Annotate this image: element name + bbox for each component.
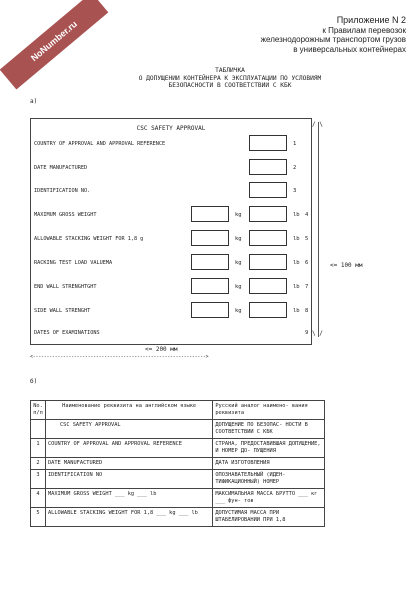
table-row	[31, 470, 325, 489]
plate-row-label: ALLOWABLE STACKING WEIGHT FOR 1,8 g	[34, 236, 144, 242]
plate-kg-box	[191, 302, 229, 318]
cell-en: ALLOWABLE STACKING WEIGHT FOR 1,8 ___ kg ___ lb	[45, 508, 212, 527]
cell-ru: ДАТА ИЗГОТОВЛЕНИЯ	[213, 458, 325, 470]
plate-heading: CSC SAFETY APPROVAL	[136, 125, 206, 132]
cell-en: DATE MANUFACTURED	[45, 458, 212, 470]
lb-unit: lb	[293, 308, 300, 314]
table-header-row	[31, 401, 325, 420]
plate-row-number: 7	[305, 284, 309, 290]
plate-lb-box	[249, 206, 287, 222]
plate-row-number: 1	[293, 141, 297, 147]
width-dimension-arrow: <--------------------------------------------------------------->	[30, 354, 209, 360]
cell-ru: ДОПУЩЕНИЕ ПО БЕЗОПАС- НОСТИ В СООТВЕТСТВИИ С КБК	[213, 420, 325, 439]
plate-row-label: SIDE WALL STRENGHT	[34, 308, 91, 314]
appendix-line: в универсальных контейнерах	[293, 44, 406, 54]
plate-row-number: 4	[305, 212, 309, 218]
title-line: О ДОПУЩЕНИИ КОНТЕЙНЕРА К ЭКСПЛУАТАЦИИ ПО УСЛОВИЯМ	[138, 74, 322, 82]
plate-row-label: IDENTIFICATION NO.	[34, 188, 91, 194]
document-title	[40, 67, 420, 90]
plate-row-label: RACKING TEST LOAD VALUEMA	[34, 260, 113, 266]
plate-row-number: 8	[305, 308, 309, 314]
section-a-label: а)	[30, 98, 38, 105]
cell-en: COUNTRY OF APPROVAL AND APPROVAL REFERENCE	[45, 439, 212, 458]
plate-lb-box	[249, 278, 287, 294]
plate-value-box	[249, 182, 287, 198]
plate-kg-box	[191, 206, 229, 222]
corner-mark-top: / \	[312, 121, 323, 128]
plate-lb-box	[249, 302, 287, 318]
table-row	[31, 420, 325, 439]
kg-unit: kg	[235, 236, 242, 242]
plate-row-label: MAXIMUM GROSS WEIGHT	[34, 212, 97, 218]
kg-unit: kg	[235, 260, 242, 266]
table-row	[31, 508, 325, 527]
lb-unit: lb	[293, 284, 300, 290]
watermark-stamp: NoNumber.ru	[0, 0, 108, 90]
plate-row-label: DATES OF EXAMINATIONS	[34, 330, 100, 336]
plate-kg-box	[191, 230, 229, 246]
title-line: БЕЗОПАСНОСТИ В СООТВЕТСТВИИ С КБК	[168, 82, 292, 89]
lb-unit: lb	[293, 236, 300, 242]
plate-row-number: 9	[305, 330, 309, 336]
cell-ru: СТРАНА, ПРЕДОСТАВИВШАЯ ДОПУЩЕНИЕ, И НОМЕР ДО- ПУЩЕНИЯ	[213, 439, 325, 458]
plate-row-number: 2	[293, 165, 297, 171]
appendix-line: к Правилам перевозок	[322, 25, 406, 35]
cell-no: 1	[31, 439, 46, 458]
plate-row-number: 5	[305, 236, 309, 242]
plate-kg-box	[191, 254, 229, 270]
plate-row-label: COUNTRY OF APPROVAL AND APPROVAL REFERENCE	[34, 141, 166, 147]
kg-unit: kg	[235, 212, 242, 218]
corner-mark-bottom: \ /	[312, 330, 323, 337]
table-row	[31, 489, 325, 508]
height-dimension-line	[318, 122, 319, 337]
plate-kg-box	[191, 278, 229, 294]
col-header-ru: Русский аналог наимено- вания реквизита	[213, 401, 325, 420]
cell-no: 2	[31, 458, 46, 470]
title-line: ТАБЛИЧКА	[215, 67, 245, 74]
plate-row-number: 6	[305, 260, 309, 266]
appendix-line: Приложение N 2	[336, 15, 406, 25]
width-dimension-label: <= 200 мм	[145, 346, 178, 353]
cell-no: 3	[31, 470, 46, 489]
cell-ru: МАКСИМАЛЬНАЯ МАССА БРУТТО ___ кг ___ фун- тов	[213, 489, 325, 508]
col-header-en: Наименование реквизита на английском языке	[45, 401, 212, 420]
plate-row-label: DATE MANUFACTURED	[34, 165, 88, 171]
cell-en: IDENTIFICATION NO	[45, 470, 212, 489]
height-dimension-label: <= 100 мм	[330, 262, 363, 269]
csc-plate	[30, 118, 312, 345]
plate-row-number: 3	[293, 188, 297, 194]
cell-no: 5	[31, 508, 46, 527]
kg-unit: kg	[235, 284, 242, 290]
plate-value-box	[249, 159, 287, 175]
section-b-label: б)	[30, 378, 38, 385]
table-row	[31, 458, 325, 470]
cell-en: MAXIMUM GROSS WEIGHT ___ kg ___ lb	[45, 489, 212, 508]
cell-en: CSC SAFETY APPROVAL	[45, 420, 212, 439]
cell-ru: ОПОЗНАВАТЕЛЬНЫЙ (ИДЕН- ТИФИКАЦИОННЫЙ) НОМЕР	[213, 470, 325, 489]
requisites-table	[30, 400, 325, 527]
plate-lb-box	[249, 230, 287, 246]
plate-lb-box	[249, 254, 287, 270]
plate-value-box	[249, 135, 287, 151]
appendix-line: железнодорожным транспортом грузов	[260, 35, 406, 44]
table-row	[31, 439, 325, 458]
cell-no: 4	[31, 489, 46, 508]
lb-unit: lb	[293, 212, 300, 218]
col-header-no: No. п/п	[31, 401, 46, 420]
lb-unit: lb	[293, 260, 300, 266]
cell-ru: ДОПУСТИМАЯ МАССА ПРИ ШТАБЕЛИРОВАНИИ ПРИ 1,8	[213, 508, 325, 527]
kg-unit: kg	[235, 308, 242, 314]
plate-row-label: END WALL STRENGHTGHT	[34, 284, 97, 290]
appendix-header	[261, 16, 406, 54]
cell-no	[31, 420, 46, 439]
